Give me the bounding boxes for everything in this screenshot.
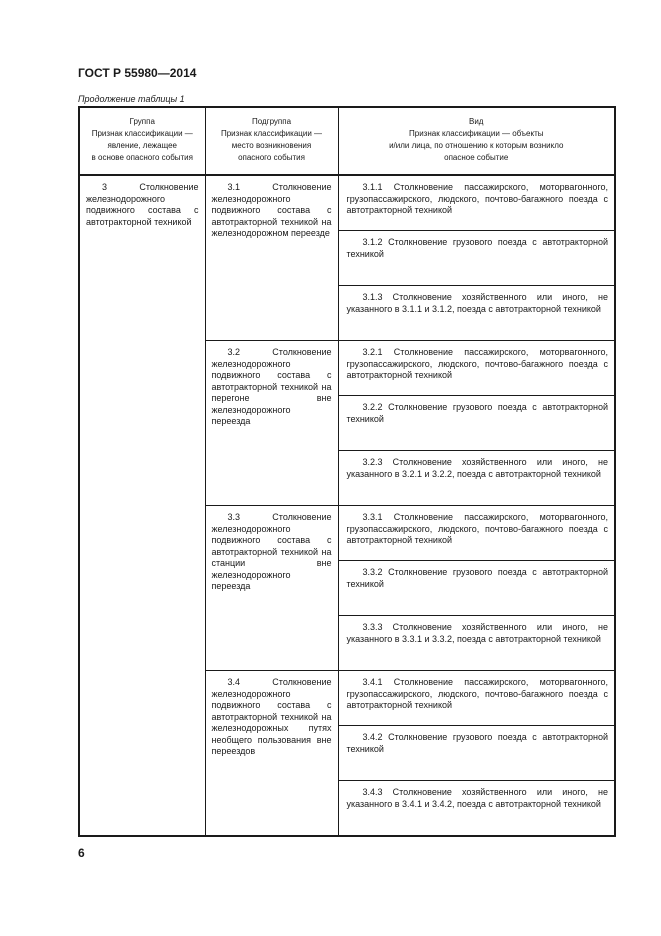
kind-cell <box>338 175 615 231</box>
subgroup-text: 3.3 Столкновение железнодорожного подвижного состава с автотракторной техникой на станции вне железнодорожного переезда <box>211 512 332 591</box>
document-header: ГОСТ Р 55980—2014 <box>78 66 197 80</box>
kind-cell <box>338 231 615 286</box>
group-text: 3 Столкновение железнодорожного подвижного состава с автотракторной техникой <box>86 182 199 227</box>
header-group-line: явление, лежащее <box>107 141 177 150</box>
header-group-line: в основе опасного события <box>91 153 193 162</box>
subgroup-cell <box>205 506 338 671</box>
table-header-row <box>79 107 615 175</box>
header-kind <box>338 107 615 175</box>
header-subgroup-line: опасного события <box>238 153 305 162</box>
subgroup-cell <box>205 671 338 837</box>
kind-text: 3.3.3 Столкновение хозяйственного или иного, не указанного в 3.3.1 и 3.3.2, поезда с автотракторной техникой <box>346 622 608 644</box>
subgroup-cell <box>205 341 338 506</box>
kind-text: 3.4.3 Столкновение хозяйственного или иного, не указанного в 3.4.1 и 3.4.2, поезда с автотракторной техникой <box>346 787 608 809</box>
header-kind-line: опасное событие <box>444 153 509 162</box>
kind-cell <box>338 616 615 671</box>
kind-cell <box>338 286 615 341</box>
header-group <box>79 107 205 175</box>
kind-text: 3.2.1 Столкновение пассажирского, моторвагонного, грузопассажирского, людского, почтово-багажного поезда с автотракторной техникой <box>346 347 608 380</box>
kind-text: 3.1.3 Столкновение хозяйственного или иного, не указанного в 3.1.1 и 3.1.2, поезда с автотракторной техникой <box>346 292 608 314</box>
header-group-line: Группа <box>129 117 155 126</box>
table-continuation-caption: Продолжение таблицы 1 <box>78 94 185 104</box>
kind-text: 3.1.1 Столкновение пассажирского, моторвагонного, грузопассажирского, людского, почтово-багажного поезда с автотракторной техникой <box>346 182 608 215</box>
kind-text: 3.3.2 Столкновение грузового поезда с автотракторной техникой <box>346 567 608 589</box>
kind-cell <box>338 671 615 726</box>
subgroup-text: 3.2 Столкновение железнодорожного подвижного состава с автотракторной техникой на перегоне вне железнодорожного переезда <box>211 347 332 426</box>
header-kind-line: Признак классификации — объекты <box>409 129 544 138</box>
kind-text: 3.1.2 Столкновение грузового поезда с автотракторной техникой <box>346 237 608 259</box>
kind-text: 3.3.1 Столкновение пассажирского, моторвагонного, грузопассажирского, людского, почтово-багажного поезда с автотракторной техникой <box>346 512 608 545</box>
kind-text: 3.4.2 Столкновение грузового поезда с автотракторной техникой <box>346 732 608 754</box>
header-kind-line: Вид <box>469 117 484 126</box>
classification-table <box>78 106 616 837</box>
kind-text: 3.4.1 Столкновение пассажирского, моторвагонного, грузопассажирского, людского, почтово-багажного поезда с автотракторной техникой <box>346 677 608 710</box>
kind-cell <box>338 341 615 396</box>
subgroup-text: 3.4 Столкновение железнодорожного подвижного состава с автотракторной техникой на железнодорожных путях необщего пользования вне переездов <box>211 677 332 756</box>
table-row <box>79 175 615 231</box>
subgroup-cell <box>205 175 338 341</box>
kind-cell <box>338 396 615 451</box>
header-kind-line: и/или лица, по отношению к которым возникло <box>389 141 564 150</box>
header-subgroup-line: место возникновения <box>231 141 312 150</box>
header-subgroup-line: Подгруппа <box>251 117 292 126</box>
page-number: 6 <box>78 846 85 860</box>
header-subgroup <box>205 107 338 175</box>
kind-cell <box>338 561 615 616</box>
kind-cell <box>338 506 615 561</box>
group-cell <box>79 175 205 836</box>
subgroup-text: 3.1 Столкновение железнодорожного подвижного состава с автотракторной техникой на железнодорожном переезде <box>211 182 332 238</box>
kind-text: 3.2.2 Столкновение грузового поезда с автотракторной техникой <box>346 402 608 424</box>
kind-text: 3.2.3 Столкновение хозяйственного или иного, не указанного в 3.2.1 и 3.2.2, поезда с автотракторной техникой <box>346 457 608 479</box>
header-group-line: Признак классификации — <box>91 129 193 138</box>
kind-cell <box>338 781 615 837</box>
header-subgroup-line: Признак классификации — <box>220 129 323 138</box>
kind-cell <box>338 451 615 506</box>
kind-cell <box>338 726 615 781</box>
